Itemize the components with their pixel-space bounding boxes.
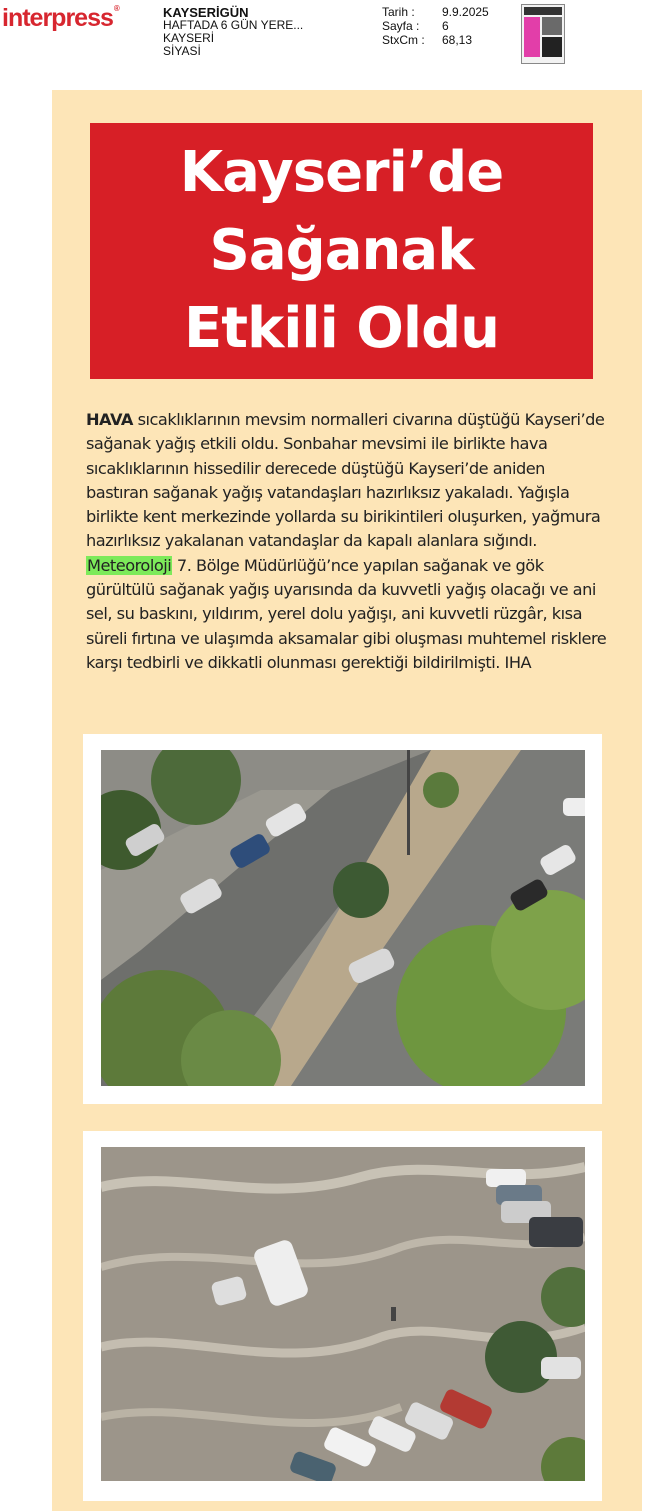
publication-info	[163, 6, 303, 58]
interpress-logo	[2, 4, 119, 33]
date-label: Tarih :	[382, 5, 415, 19]
publication-name: KAYSERİGÜN	[163, 5, 249, 20]
stxcm-label: StxCm :	[382, 33, 425, 47]
street-photo-image	[101, 750, 585, 1086]
page-value: 6	[442, 19, 449, 33]
photo-street	[83, 734, 602, 1104]
article-clipping	[52, 90, 642, 1511]
publication-city: KAYSERİ	[163, 31, 215, 45]
publication-frequency: HAFTADA 6 GÜN YERE...	[163, 18, 304, 32]
registered-mark: ®	[113, 4, 119, 13]
parking-photo-image	[101, 1147, 585, 1481]
logo-text: interpress	[2, 4, 113, 32]
search-highlight: Meteoroloji	[87, 555, 172, 575]
article-body	[86, 408, 608, 675]
lead-word: HAVA	[86, 410, 133, 429]
date-value: 9.9.2025	[442, 5, 489, 19]
page-thumbnail[interactable]	[521, 4, 565, 64]
clipping-meta	[382, 5, 489, 47]
headline-box	[90, 123, 593, 379]
stxcm-value: 68,13	[442, 33, 473, 47]
body-part-1: sıcaklıklarının mevsim normalleri civarına düştüğü Kayseri’de sağanak yağış etkili oldu. Sonbahar mevsimi ile birlikte hava sıcaklıklarının hissedilir derecede düştüğü Kayseri’de aniden bastıran sağanak yağış vatandaşları hazırlıksız yakaladı. Yağışla birlikte kent merkezinde yollarda su birikintileri oluşurken, yağmura hazırlıksız yakalanan vatandaşlar da kapalı alanlara sığındı.	[86, 410, 605, 551]
headline: Kayseri’de Sağanak Etkili Oldu	[179, 140, 504, 361]
page-label: Sayfa :	[382, 19, 420, 33]
body-part-2: 7. Bölge Müdürlüğü’nce yapılan sağanak ve gök gürültülü sağanak yağış uyarısında da kuvvetli yağış olacağı ve ani sel, su baskını, yıldırım, yerel dolu yağışı, ani kuvvetli rüzgâr, kısa süreli fırtına ve ulaşımda aksamalar gibi oluşması muhtemel risklere karşı tedbirli ve dikkatli olunması gerektiği bildirilmişti. IHA	[86, 555, 607, 672]
publication-category: SİYASİ	[163, 44, 201, 58]
photo-parking-lot	[83, 1131, 602, 1501]
